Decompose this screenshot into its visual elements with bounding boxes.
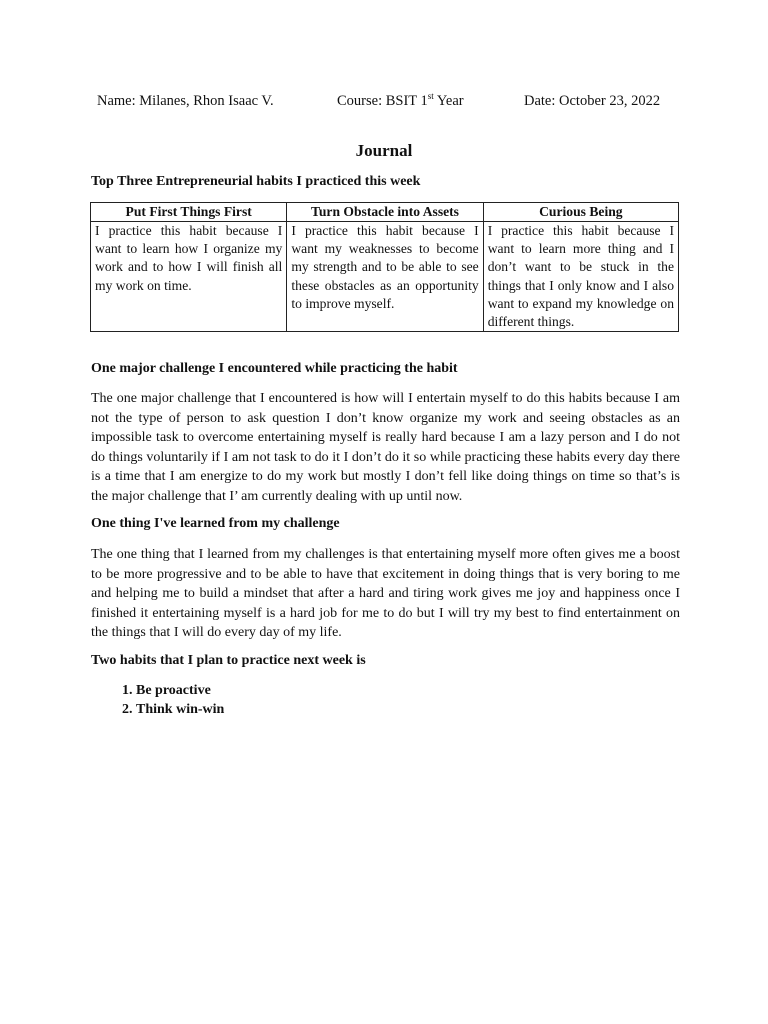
document-header xyxy=(0,93,768,111)
habits-table xyxy=(90,202,679,332)
student-name: Name: Milanes, Rhon Isaac V. xyxy=(97,93,274,109)
list-item: 1. Be proactive xyxy=(136,682,224,701)
table-cell: I practice this habit because I want my weaknesses to become my strength and to be able to see these obstacles as an opportunity to improve myself. xyxy=(287,222,483,332)
course-suffix: Year xyxy=(433,93,464,109)
journal-date: Date: October 23, 2022 xyxy=(524,93,661,109)
learned-paragraph: The one thing that I learned from my challenges is that entertaining myself more often gives me a boost to be more progressive and to be able to have that excitement in doing things that is very boring to me and helping me to build a mindset that after a hard and tiring work gives me joy and happiness once I finished it entertaining myself is a hard job for me to do but I will try my best to find entertainment on the things that I will do every day of my life. xyxy=(91,547,680,640)
column-header: Put First Things First xyxy=(91,203,287,222)
table-cell: I practice this habit because I want to learn more thing and I don’t want to be stuck in the things that I only know and I also want to expand my knowledge on different things. xyxy=(483,222,678,332)
challenge-paragraph: The one major challenge that I encountered is how will I entertain myself to do this habits because I am not the type of person to ask question I don’t know organize my work and seeing obstacles as an impossible task to overcome entertaining myself is really hard because I am a lazy person and I do not do things voluntarily if I am not task to do it I don’t do it so while practicing these habits every day there is a time that I am energize to do my work but mostly I don’t fell like doing things on time so that’s is the major challenge that I’ am currently dealing with up until now. xyxy=(91,391,680,504)
habits-heading: Top Three Entrepreneurial habits I practiced this week xyxy=(91,174,421,189)
column-header: Curious Being xyxy=(483,203,678,222)
learned-heading: One thing I've learned from my challenge xyxy=(91,516,340,531)
course-superscript: st xyxy=(427,91,434,102)
plan-heading: Two habits that I plan to practice next week is xyxy=(91,653,366,668)
course-prefix: Course: BSIT 1 xyxy=(337,93,428,109)
table-cell: I practice this habit because I want to learn how I organize my work and to how I will finish all my work on time. xyxy=(91,222,287,332)
list-item: 2. Think win-win xyxy=(136,701,224,720)
plan-list xyxy=(91,682,224,719)
column-header: Turn Obstacle into Assets xyxy=(287,203,483,222)
challenge-heading: One major challenge I encountered while practicing the habit xyxy=(91,361,458,376)
table-header-row xyxy=(91,203,679,222)
table-row xyxy=(91,222,679,332)
course-info xyxy=(337,93,464,110)
page-title: Journal xyxy=(355,141,413,160)
